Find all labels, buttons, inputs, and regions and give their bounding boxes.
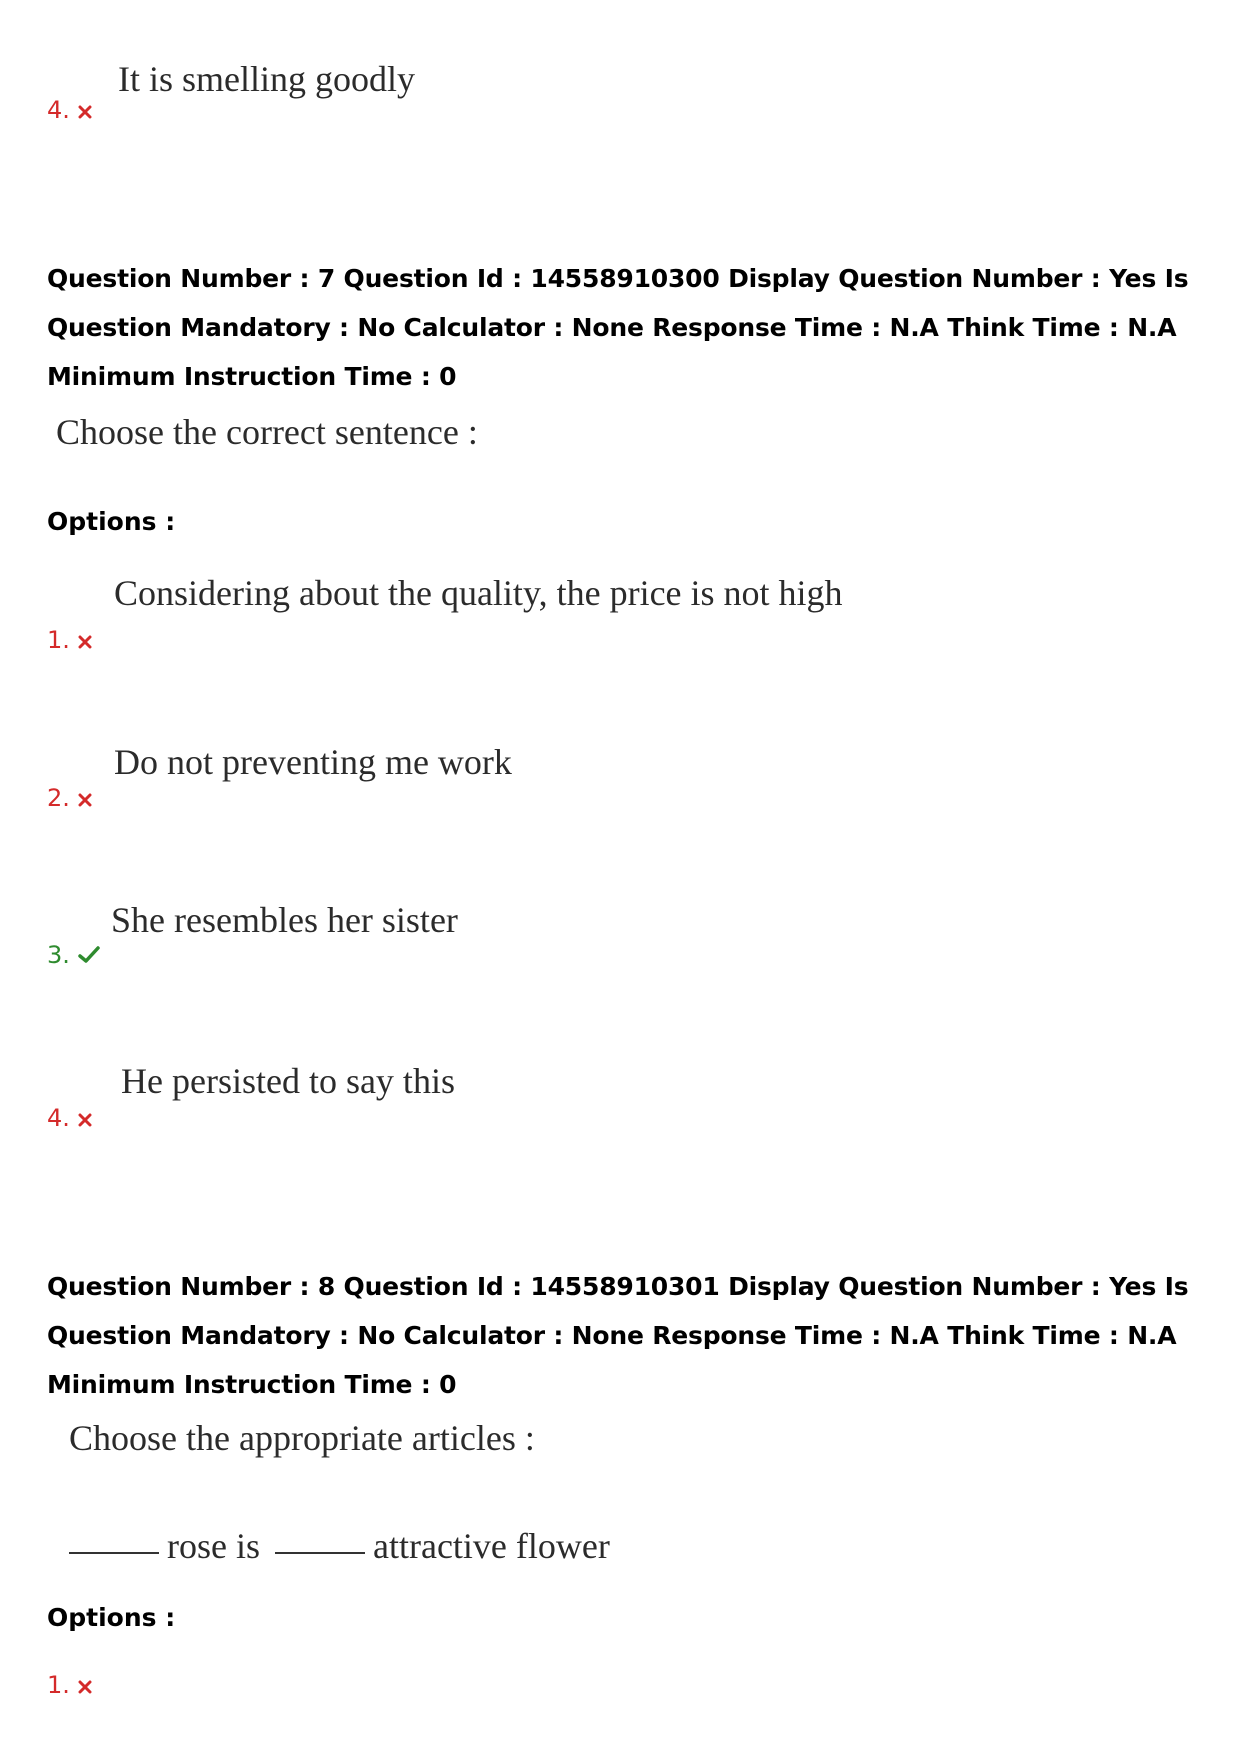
- cross-icon: [78, 1672, 92, 1700]
- question-text: Choose the correct sentence :: [56, 412, 478, 452]
- blank: [275, 1552, 365, 1554]
- option-text: It is smelling goodly: [118, 59, 415, 99]
- option-number: 1.: [47, 626, 92, 655]
- check-icon: [78, 942, 100, 970]
- blank: [69, 1552, 159, 1554]
- options-label: Options :: [47, 1603, 176, 1632]
- option-text: Considering about the quality, the price is not high: [114, 573, 843, 613]
- option-number: 4.: [47, 96, 92, 125]
- option-text: He persisted to say this: [121, 1061, 455, 1101]
- option-number: 3.: [47, 941, 100, 970]
- cross-icon: [78, 1105, 92, 1133]
- cross-icon: [78, 97, 92, 125]
- option-text: Do not preventing me work: [114, 742, 512, 782]
- cross-icon: [78, 627, 92, 655]
- fill-in-sentence: rose is attractive flower: [69, 1525, 610, 1567]
- option-text: She resembles her sister: [111, 900, 458, 940]
- question-meta: Question Number : 8 Question Id : 14558910301 Display Question Number : Yes Is Question Mandatory : No Calculator : None Response Time : N.A Think Time : N.A Minimum Instruction Time : 0: [47, 1272, 1189, 1399]
- option-number: 4.: [47, 1104, 92, 1133]
- option-number: 2.: [47, 784, 92, 813]
- options-label: Options :: [47, 507, 176, 536]
- question-meta: Question Number : 7 Question Id : 14558910300 Display Question Number : Yes Is Question Mandatory : No Calculator : None Response Time : N.A Think Time : N.A Minimum Instruction Time : 0: [47, 264, 1189, 391]
- cross-icon: [78, 785, 92, 813]
- question-text: Choose the appropriate articles :: [69, 1418, 535, 1458]
- option-number: 1.: [47, 1671, 92, 1700]
